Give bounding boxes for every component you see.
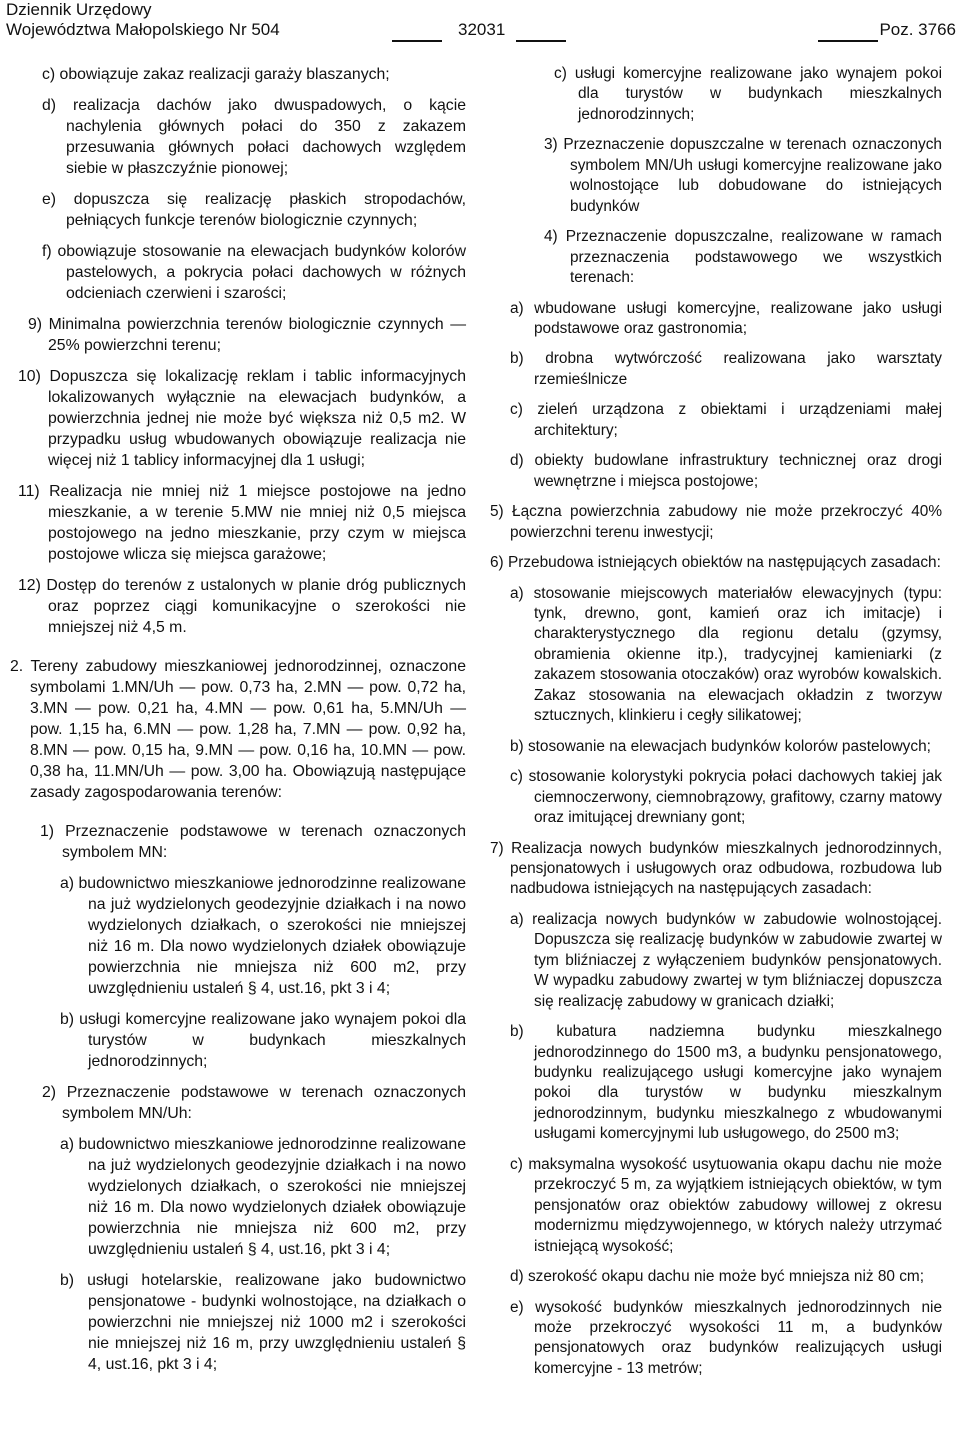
paragraph: b) kubatura nadziemna budynku mieszkalnego jednorodzinnego do 1500 m3, a budynku pensjonatowego, budynku realizującego usługi komercyjne jako wynajem pokoi dla turystów w budynku mieszkalnym jednorodzinnym, budynku mieszkalnego z wbudowanymi usługami komercyjnymi lub usługowego, do 2500 m3;: [510, 1023, 942, 1143]
paragraph: 2) Przeznaczenie podstawowe w terenach oznaczonych symbolem MN/Uh:: [42, 1084, 466, 1122]
paragraph: c) stosowanie kolorystyki pokrycia połaci dachowych takiej jak ciemnoczerwony, ciemnobrązowy, grafitowy, czarny matowy oraz imitującej drewniany gont;: [510, 768, 942, 827]
paragraph: a) wbudowane usługi komercyjne, realizowane jako usługi podstawowe oraz gastronomia;: [510, 299, 942, 337]
paragraph: 1) Przeznaczenie podstawowe w terenach oznaczonych symbolem MN:: [40, 823, 466, 861]
paragraph: b) usługi hotelarskie, realizowane jako budownictwo pensjonatowe - budynki wolnostojące, na działkach o powierzchni nie mniejszej niż 1000 m2 i szerokości nie mniejszej niż 16 m, przy uwzględnieniu ustaleń § 4, ust.16, pkt 3 i 4;: [60, 1272, 466, 1373]
paragraph: d) szerokość okapu dachu nie może być mniejsza niż 80 cm;: [510, 1268, 925, 1286]
paragraph: d) realizacja dachów jako dwuspadowych, o kącie nachylenia głównych połaci do 350 z zakazem przesuwania głównych połaci dachowych względem siebie w płaszczyźnie pionowej;: [42, 97, 466, 177]
journal-issue: Województwa Małopolskiego Nr 504: [6, 20, 280, 39]
left-column: [10, 64, 466, 1375]
paragraph: e) dopuszcza się realizację płaskich stropodachów, pełniących funkcje terenów biologicznie czynnych;: [42, 191, 466, 229]
paragraph: c) obowiązuje zakaz realizacji garaży blaszanych;: [42, 66, 390, 83]
paragraph: b) usługi komercyjne realizowane jako wynajem pokoi dla turystów w budynkach mieszkalnych jednorodzinnych;: [60, 1011, 466, 1070]
paragraph: a) stosowanie miejscowych materiałów elewacyjnych (typu: tynk, drewno, gont, kamień oraz ich imitacje) i charakterystycznego dla regionu detalu (gzymsy, obramienia okienne itp.), tradycyjnej kamieniarki (z zakazem stosowania otoczaków) oraz wyrobów kowalskich. Zakaz stosowania na elewacjach okładzin z tworzyw sztucznych, klinkieru i cegły silikatowej;: [510, 584, 942, 725]
journal-title: Dziennik Urzędowy: [6, 0, 152, 19]
page-number: 32031: [458, 20, 506, 39]
paragraph: f) obowiązuje stosowanie na elewacjach budynków kolorów pastelowych, a pokrycia połaci dachowych w różnych odcieniach czerwieni i szarości;: [42, 243, 466, 302]
paragraph: a) budownictwo mieszkaniowe jednorodzinne realizowane na już wydzielonych geodezyjnie działkach i na nowo wydzielonych działkach, o szerokości nie mniejszej niż 16 m. Dla nowo wydzielonych działek obowiązuje powierzchnia nie mniejsza niż 600 m2, przy uwzględnieniu ustaleń § 4, ust.16, pkt 3 i 4;: [60, 1136, 466, 1258]
paragraph: 7) Realizacja nowych budynków mieszkalnych jednorodzinnych, pensjonatowych i usługowych oraz odbudowa, rozbudowa lub nadbudowa istniejących na następujących zasadach:: [490, 839, 942, 898]
paragraph: c) usługi komercyjne realizowane jako wynajem pokoi dla turystów w budynkach mieszkalnych jednorodzinnych;: [554, 65, 942, 123]
header-dash-right: [516, 40, 566, 42]
paragraph: 3) Przeznaczenie dopuszczalne w terenach oznaczonych symbolem MN/Uh usługi komercyjne realizowane jako wolnostojące lub dobudowane do istniejących budynków: [544, 136, 942, 215]
position-number: Poz. 3766: [879, 20, 956, 39]
paragraph: 6) Przebudowa istniejących obiektów na następujących zasadach:: [490, 554, 941, 572]
header-dash-left: [392, 40, 442, 42]
paragraph: d) obiekty budowlane infrastruktury technicznej oraz drogi wewnętrzne i miejsca postojowe;: [510, 452, 942, 490]
paragraph: 5) Łączna powierzchnia zabudowy nie może przekroczyć 40% powierzchni terenu inwestycji;: [490, 503, 942, 541]
paragraph: 9) Minimalna powierzchnia terenów biologicznie czynnych — 25% powierzchni terenu;: [28, 316, 466, 354]
paragraph: 2. Tereny zabudowy mieszkaniowej jednorodzinnej, oznaczone symbolami 1.MN/Uh — pow. 0,73 ha, 2.MN — pow. 0,72 ha, 3.MN — pow. 0,21 ha, 4.MN — pow. 0,61 ha, 5.MN/Uh — pow. 1,15 ha, 6.MN — pow. 1,28 ha, 7.MN — pow. 0,92 ha, 8.MN — pow. 0,15 ha, 9.MN — pow. 0,16 ha, 10.MN — pow. 0,38 ha, 11.MN/Uh — pow. 3,00 ha. Obowiązują następujące zasady zagospodarowania terenów:: [10, 658, 466, 801]
header-dash-pos: [818, 40, 878, 42]
paragraph: c) zieleń urządzona z obiektami i urządzeniami małej architektury;: [510, 401, 942, 439]
paragraph: b) drobna wytwórczość realizowana jako warsztaty rzemieślnicze: [510, 350, 942, 388]
paragraph: 11) Realizacja nie mniej niż 1 miejsce postojowe na jedno mieszkanie, a w terenie 5.MW nie mniej niż 0,5 miejsca postojowego na jedno mieszkanie, przy czym w miejsca postojowe wlicza się miejsca garażowe;: [18, 483, 466, 563]
page-header: [6, 0, 956, 44]
paragraph: e) wysokość budynków mieszkalnych jednorodzinnych nie może przekroczyć wysokości 11 m, a budynków pensjonatowych oraz budynków realizujących usługi komercyjne - 13 metrów;: [510, 1298, 942, 1377]
right-column: [490, 64, 942, 1379]
paragraph: c) maksymalna wysokość usytuowania okapu dachu nie może przekroczyć 5 m, za wyjątkiem istniejących obiektów, w tym pensjonatów oraz obiektów zabudowy willowej z okresu modernizmu międzywojennego, w których należy utrzymać istniejącą wysokość;: [510, 1155, 942, 1255]
paragraph: a) budownictwo mieszkaniowe jednorodzinne realizowane na już wydzielonych geodezyjnie działkach i na nowo wydzielonych działkach, o szerokości nie mniejszej niż 16 m. Dla nowo wydzielonych działek obowiązuje powierzchnia nie mniejsza niż 600 m2, przy uwzględnieniu ustaleń § 4, ust.16, pkt 3 i 4;: [60, 875, 466, 997]
paragraph: b) stosowanie na elewacjach budynków kolorów pastelowych;: [510, 737, 931, 755]
paragraph: 4) Przeznaczenie dopuszczalne, realizowane w ramach przeznaczenia podstawowego we wszystkich terenach:: [544, 228, 942, 287]
paragraph: 10) Dopuszcza się lokalizację reklam i tablic informacyjnych lokalizowanych wyłącznie na elewacjach budynków, a powierzchnia jednej nie może być większa niż 0,5 m2. W przypadku usług wbudowanych obowiązuje realizacja nie więcej niż 1 tablicy informacyjnej dla 1 usługi;: [18, 368, 466, 469]
paragraph: a) realizacja nowych budynków w zabudowie wolnostojącej. Dopuszcza się realizację budynków w zabudowie zwartej w tym bliźniaczej z wyłączeniem budynków pensjonatowych. W wypadku zabudowy zwartej w tym bliźniaczej dopuszcza się realizację zabudowy w granicach działki;: [510, 910, 942, 1010]
paragraph: 12) Dostęp do terenów z ustalonych w planie dróg publicznych oraz poprzez ciągi komunikacyjne o szerokości nie mniejszej niż 4,5 m.: [18, 577, 466, 636]
